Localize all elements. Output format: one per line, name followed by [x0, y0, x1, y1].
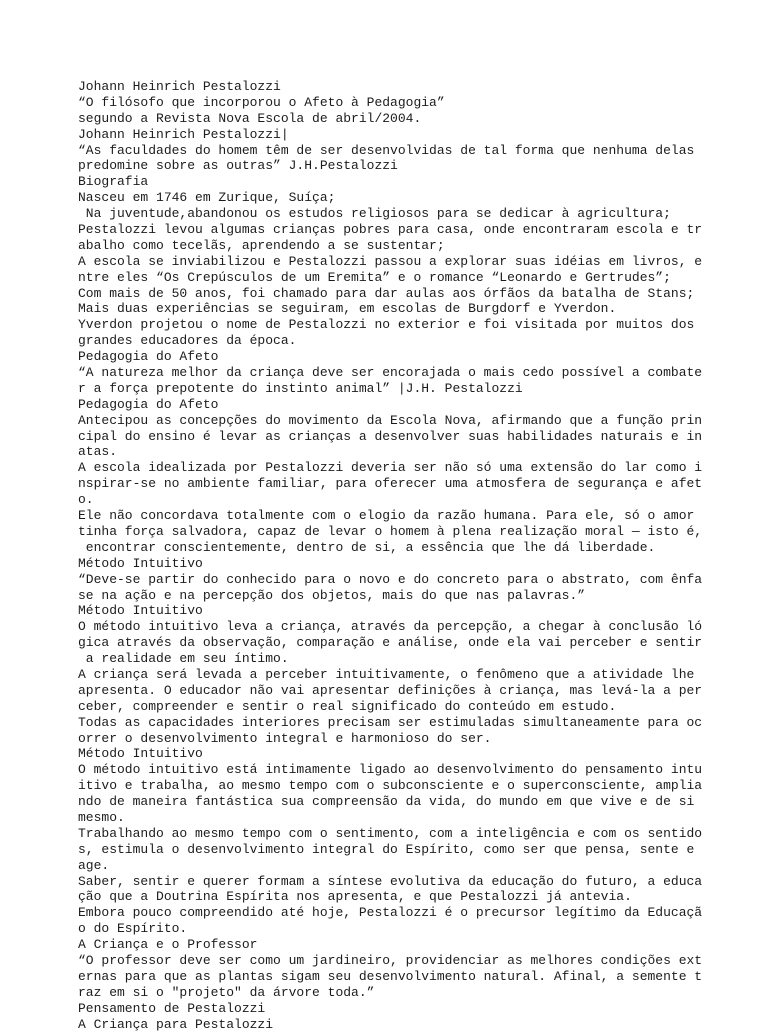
- text-line: o.: [78, 492, 94, 508]
- text-line: a realidade em seu íntimo.: [78, 651, 289, 667]
- text-line: abalho como tecelãs, aprendendo a se sustentar;: [78, 237, 445, 253]
- text-line: Pedagogia do Afeto: [78, 349, 219, 365]
- text-line: Antecipou as concepções do movimento da Escola Nova, afirmando que a função prin: [78, 412, 703, 428]
- text-line: ndo de maneira fantástica sua compreensão da vida, do mundo em que vive e de si: [78, 794, 695, 810]
- text-line: O método intuitivo está intimamente ligado ao desenvolvimento do pensamento intu: [78, 762, 703, 778]
- text-line: atas.: [78, 444, 118, 460]
- text-line: ceber, compreender e sentir o real significado do conteúdo em estudo.: [78, 698, 617, 714]
- text-line: segundo a Revista Nova Escola de abril/2004.: [78, 110, 422, 126]
- text-line: Com mais de 50 anos, foi chamado para dar aulas aos órfãos da batalha de Stans;: [78, 285, 695, 301]
- text-line: Mais duas experiências se seguiram, em escolas de Burgdorf e Yverdon.: [78, 301, 617, 317]
- text-line: A Criança e o Professor: [78, 937, 258, 953]
- text-line: ntre eles “Os Crepúsculos de um Eremita” e o romance “Leonardo e Gertrudes”;: [78, 269, 671, 285]
- text-line: Pedagogia do Afeto: [78, 396, 219, 412]
- text-line: ernas para que as plantas sigam seu desenvolvimento natural. Afinal, a semente t: [78, 968, 703, 984]
- text-line: cipal do ensino é levar as crianças a desenvolver suas habilidades naturais e in: [78, 428, 703, 444]
- text-line: Pensamento de Pestalozzi: [78, 1000, 266, 1016]
- text-line: “O filósofo que incorporou o Afeto à Pedagogia”: [78, 94, 445, 110]
- text-line: ção que a Doutrina Espírita nos apresenta, e que Pestalozzi já antevia.: [78, 889, 632, 905]
- text-line: Johann Heinrich Pestalozzi: [78, 79, 281, 94]
- text-line: orrer o desenvolvimento integral e harmonioso do ser.: [78, 730, 492, 746]
- text-line: itivo e trabalha, ao mesmo tempo com o subconsciente e o superconsciente, amplia: [78, 778, 703, 794]
- text-line: s, estimula o desenvolvimento integral do Espírito, como ser que pensa, sente e: [78, 841, 695, 857]
- text-line: Embora pouco compreendido até hoje, Pestalozzi é o precursor legítimo da Educaçã: [78, 905, 703, 921]
- text-line: “Deve-se partir do conhecido para o novo e do concreto para o abstrato, com ênfa: [78, 571, 703, 587]
- text-line: predomine sobre as outras” J.H.Pestalozzi: [78, 158, 398, 174]
- text-line: “A natureza melhor da criança deve ser encorajada o mais cedo possível a combate: [78, 365, 703, 381]
- text-line: Saber, sentir e querer formam a síntese evolutiva da educação do futuro, a educa: [78, 873, 703, 889]
- text-line: Trabalhando ao mesmo tempo com o sentimento, com a inteligência e com os sentido: [78, 825, 703, 841]
- text-line: grandes educadores da época.: [78, 333, 297, 349]
- text-line: mesmo.: [78, 809, 125, 825]
- text-line: Método Intuitivo: [78, 555, 203, 571]
- text-line: age.: [78, 857, 110, 873]
- text-line: o do Espírito.: [78, 921, 188, 937]
- text-line: A Criança para Pestalozzi: [78, 1016, 274, 1032]
- text-line: Na juventude,abandonou os estudos religiosos para se dedicar à agricultura;: [78, 206, 671, 222]
- text-line: O método intuitivo leva a criança, através da percepção, a chegar à conclusão ló: [78, 619, 703, 635]
- text-line: Johann Heinrich Pestalozzi|: [78, 126, 289, 142]
- text-line: “O professor deve ser como um jardineiro, providenciar as melhores condições ext: [78, 952, 703, 968]
- text-line: Método Intuitivo: [78, 603, 203, 619]
- text-line: Método Intuitivo: [78, 746, 203, 762]
- text-line: encontrar conscientemente, dentro de si, a essência que lhe dá liberdade.: [78, 539, 656, 555]
- text-line: r a força prepotente do instinto animal” |J.H. Pestalozzi: [78, 380, 523, 396]
- text-line: A escola idealizada por Pestalozzi deveria ser não só uma extensão do lar como i: [78, 460, 703, 476]
- text-line: Pestalozzi levou algumas crianças pobres para casa, onde encontraram escola e tr: [78, 222, 703, 238]
- text-line: A criança será levada a perceber intuitivamente, o fenômeno que a atividade lhe: [78, 666, 695, 682]
- text-line: Todas as capacidades interiores precisam ser estimuladas simultaneamente para oc: [78, 714, 703, 730]
- text-line: apresenta. O educador não vai apresentar definições à criança, mas levá-la a per: [78, 682, 703, 698]
- text-line: gica através da observação, comparação e análise, onde ela vai perceber e sentir: [78, 635, 703, 651]
- text-line: “As faculdades do homem têm de ser desenvolvidas de tal forma que nenhuma delas: [78, 142, 695, 158]
- text-line: A escola se inviabilizou e Pestalozzi passou a explorar suas idéias em livros, e: [78, 253, 703, 269]
- text-line: Ele não concordava totalmente com o elogio da razão humana. Para ele, só o amor: [78, 508, 695, 524]
- document-text: [78, 79, 718, 1032]
- text-line: tinha força salvadora, capaz de levar o homem à plena realização moral — isto é,: [78, 523, 703, 539]
- text-line: Nasceu em 1746 em Zurique, Suíça;: [78, 190, 336, 206]
- text-line: se na ação e na percepção dos objetos, mais do que nas palavras.”: [78, 587, 586, 603]
- text-line: nspirar-se no ambiente familiar, para oferecer uma atmosfera de segurança e afet: [78, 476, 703, 492]
- text-line: Biografia: [78, 174, 149, 190]
- text-line: raz em si o "projeto" da árvore toda.”: [78, 984, 375, 1000]
- text-line: Yverdon projetou o nome de Pestalozzi no exterior e foi visitada por muitos dos: [78, 317, 695, 333]
